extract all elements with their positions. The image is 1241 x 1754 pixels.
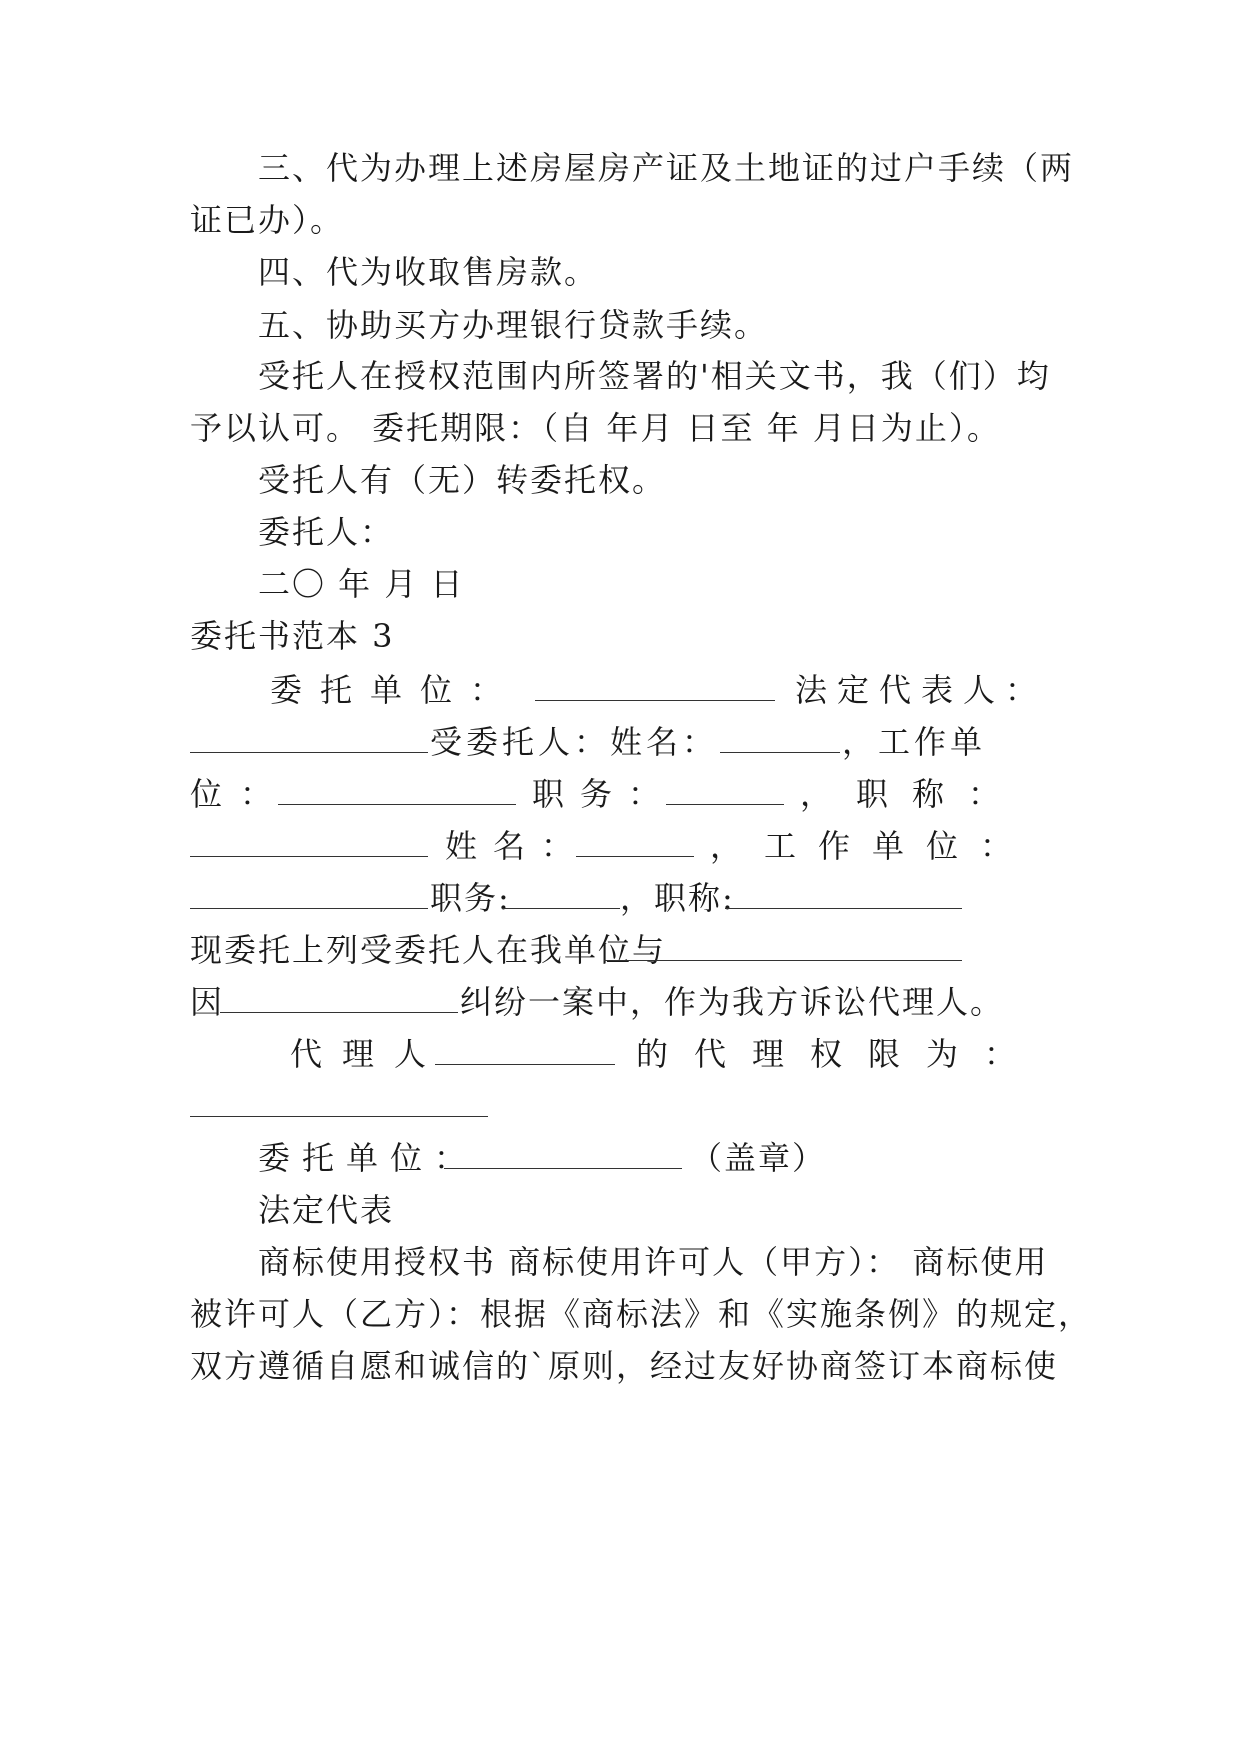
- seal-unit-label: 委托单位：: [258, 1139, 479, 1177]
- legal-rep-signature: 法定代表: [258, 1191, 395, 1229]
- paragraph-line: 证已办）。: [190, 201, 345, 239]
- work-unit-blank: [278, 774, 516, 805]
- signature-line: 委托人：: [258, 513, 395, 551]
- agent-name-text: 受委托人：姓名：: [430, 723, 719, 761]
- entrusting-unit-blank: [535, 670, 775, 701]
- title-label: ，职称：: [800, 775, 1025, 813]
- paragraph-line: 双方遵循自愿和诚信的`原则，经过友好协商签订本商标使: [190, 1347, 1059, 1385]
- authority-label: 的代理权限为：: [636, 1035, 1043, 1073]
- agent-blank: [435, 1034, 615, 1065]
- work-unit2-blank: [190, 878, 428, 909]
- section-title: 委托书范本 3: [190, 617, 395, 655]
- cause-blank: [220, 982, 458, 1013]
- position2-label: 职务:: [430, 879, 511, 917]
- date-line: 二〇 年 月 日: [258, 565, 465, 603]
- paragraph-line: 五、协助买方办理银行贷款手续。: [258, 306, 769, 344]
- name2-label: 姓名：: [445, 827, 590, 865]
- seal-label: （盖章）: [690, 1139, 827, 1177]
- paragraph-line: 四、代为收取售房款。: [258, 253, 599, 291]
- authority-blank: [190, 1086, 488, 1117]
- paragraph-line: 予以认可。 委托期限：（自 年月 日至 年 月日为止）。: [190, 409, 1001, 447]
- cause-label: 因: [190, 983, 225, 1021]
- opposing-party-blank: [604, 930, 962, 961]
- agent-label: 代理人: [290, 1035, 447, 1073]
- work-unit-cont-label: 位：: [190, 775, 291, 813]
- agent-name-label: [430, 722, 718, 762]
- title-blank: [190, 826, 428, 857]
- position2-blank: [502, 878, 620, 909]
- paragraph-line: 被许可人（乙方）：根据《商标法》和《实施条例》的规定，: [190, 1295, 1093, 1333]
- agent-name-blank: [720, 722, 840, 753]
- paragraph-line: 商标使用授权书 商标使用许可人（甲方）： 商标使用: [258, 1243, 1049, 1281]
- position-label: 职务：: [532, 775, 677, 813]
- entrust-statement: 现委托上列受委托人在我单位与: [190, 931, 667, 969]
- title2-blank: [725, 878, 962, 909]
- paragraph-line: 受托人在授权范围内所签署的'相关文书，我（们）均: [258, 357, 1051, 395]
- work-unit-label: ，工作单: [842, 723, 987, 761]
- entrusting-unit-label: 委托单位：: [270, 671, 521, 709]
- dispute-statement: 纠纷一案中，作为我方诉讼代理人。: [460, 983, 1005, 1021]
- title2-label: ，职称:: [620, 879, 735, 917]
- legal-rep-blank: [190, 722, 428, 753]
- paragraph-line: 受托人有（无）转委托权。: [258, 461, 667, 499]
- paragraph-line: 三、代为办理上述房屋房产证及土地证的过户手续（两: [258, 149, 1075, 187]
- name2-blank: [576, 826, 694, 857]
- seal-unit-blank: [444, 1138, 682, 1169]
- position-blank: [666, 774, 784, 805]
- legal-rep-label: 法定代表人：: [795, 671, 1048, 709]
- work-unit2-label: ，工作单位：: [710, 827, 1035, 865]
